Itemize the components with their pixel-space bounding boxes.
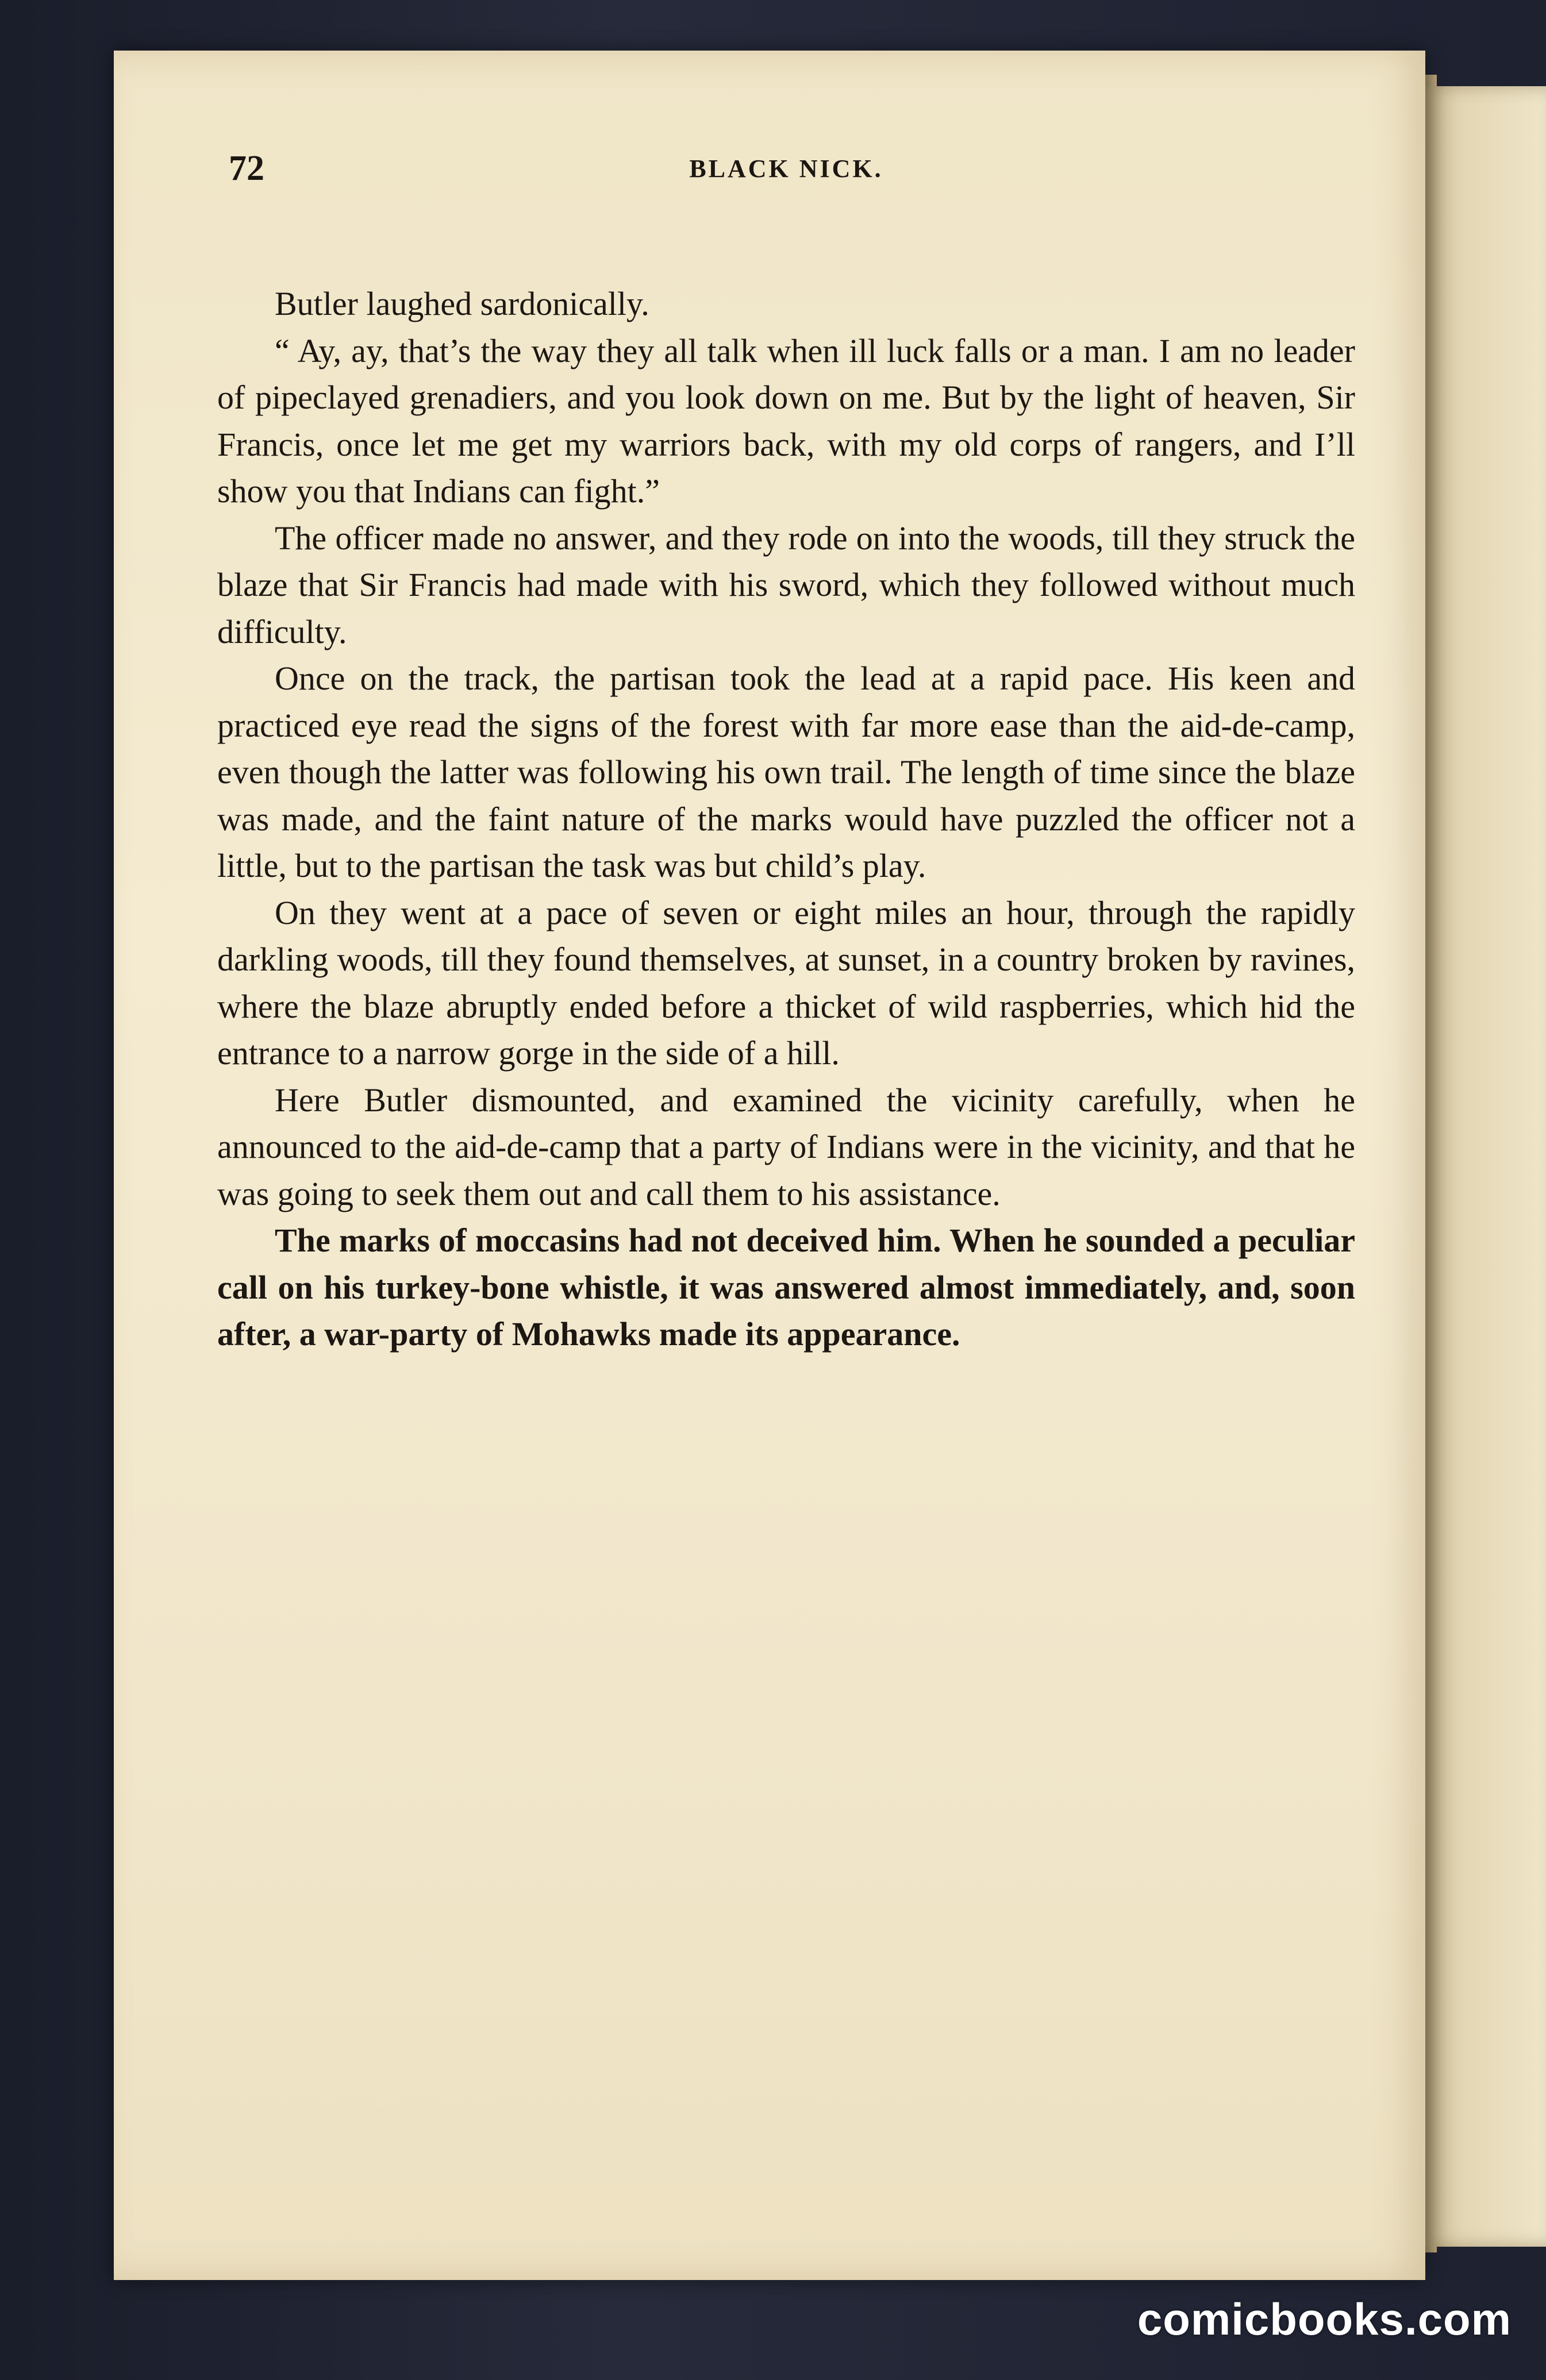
paragraph: On they went at a pace of seven or eight miles an hour, through the rapidly darkling woods, till they found themselves, at sunset, in a country broken by ravines, where the blaze abruptly ended before a thicket of wild raspberries, which hid the entrance to a narrow gorge in the side of a hill. — [217, 894, 1355, 1072]
running-title: BLACK NICK. — [689, 155, 883, 183]
paragraph: The marks of moccasins had not deceived him. When he sounded a peculiar call on his turkey-bone whistle, it was answered almost immediately, and, soon after, a war-party of Mohawks made its appearance. — [217, 1222, 1355, 1353]
paragraph: Once on the track, the partisan took the lead at a rapid pace. His keen and practiced eye read the signs of the forest with far more ease than the aid-de-camp, even though the latter was following his own trail. The length of time since the blaze was made, and the faint nature of the marks would have puzzled the officer not a little, but to the partisan the task was but child’s play. — [217, 660, 1355, 884]
book-page — [114, 51, 1425, 2280]
paragraph: Here Butler dismounted, and examined the vicinity carefully, when he announced to the aid-de-camp that a party of Indians were in the vicinity, and that he was going to seek them out and call them to his assistance. — [217, 1081, 1355, 1212]
facing-page-edge — [1425, 86, 1546, 2247]
paragraph: “ Ay, ay, that’s the way they all talk when ill luck falls or a man. I am no leader of pipeclayed grenadiers, and you look down on me. But by the light of heaven, Sir Francis, once let me get my warriors back, with my old corps of rangers, and I’ll show you that Indians can fight.” — [217, 332, 1355, 510]
page-body — [217, 280, 1355, 1358]
page-header — [229, 148, 1344, 200]
paragraph: The officer made no answer, and they rode on into the woods, till they struck the blaze that Sir Francis had made with his sword, which they followed without much difficulty. — [217, 519, 1355, 650]
page-number: 72 — [229, 149, 264, 188]
watermark: comicbooks.com — [1137, 2294, 1512, 2344]
paragraph: Butler laughed sardonically. — [275, 285, 649, 322]
